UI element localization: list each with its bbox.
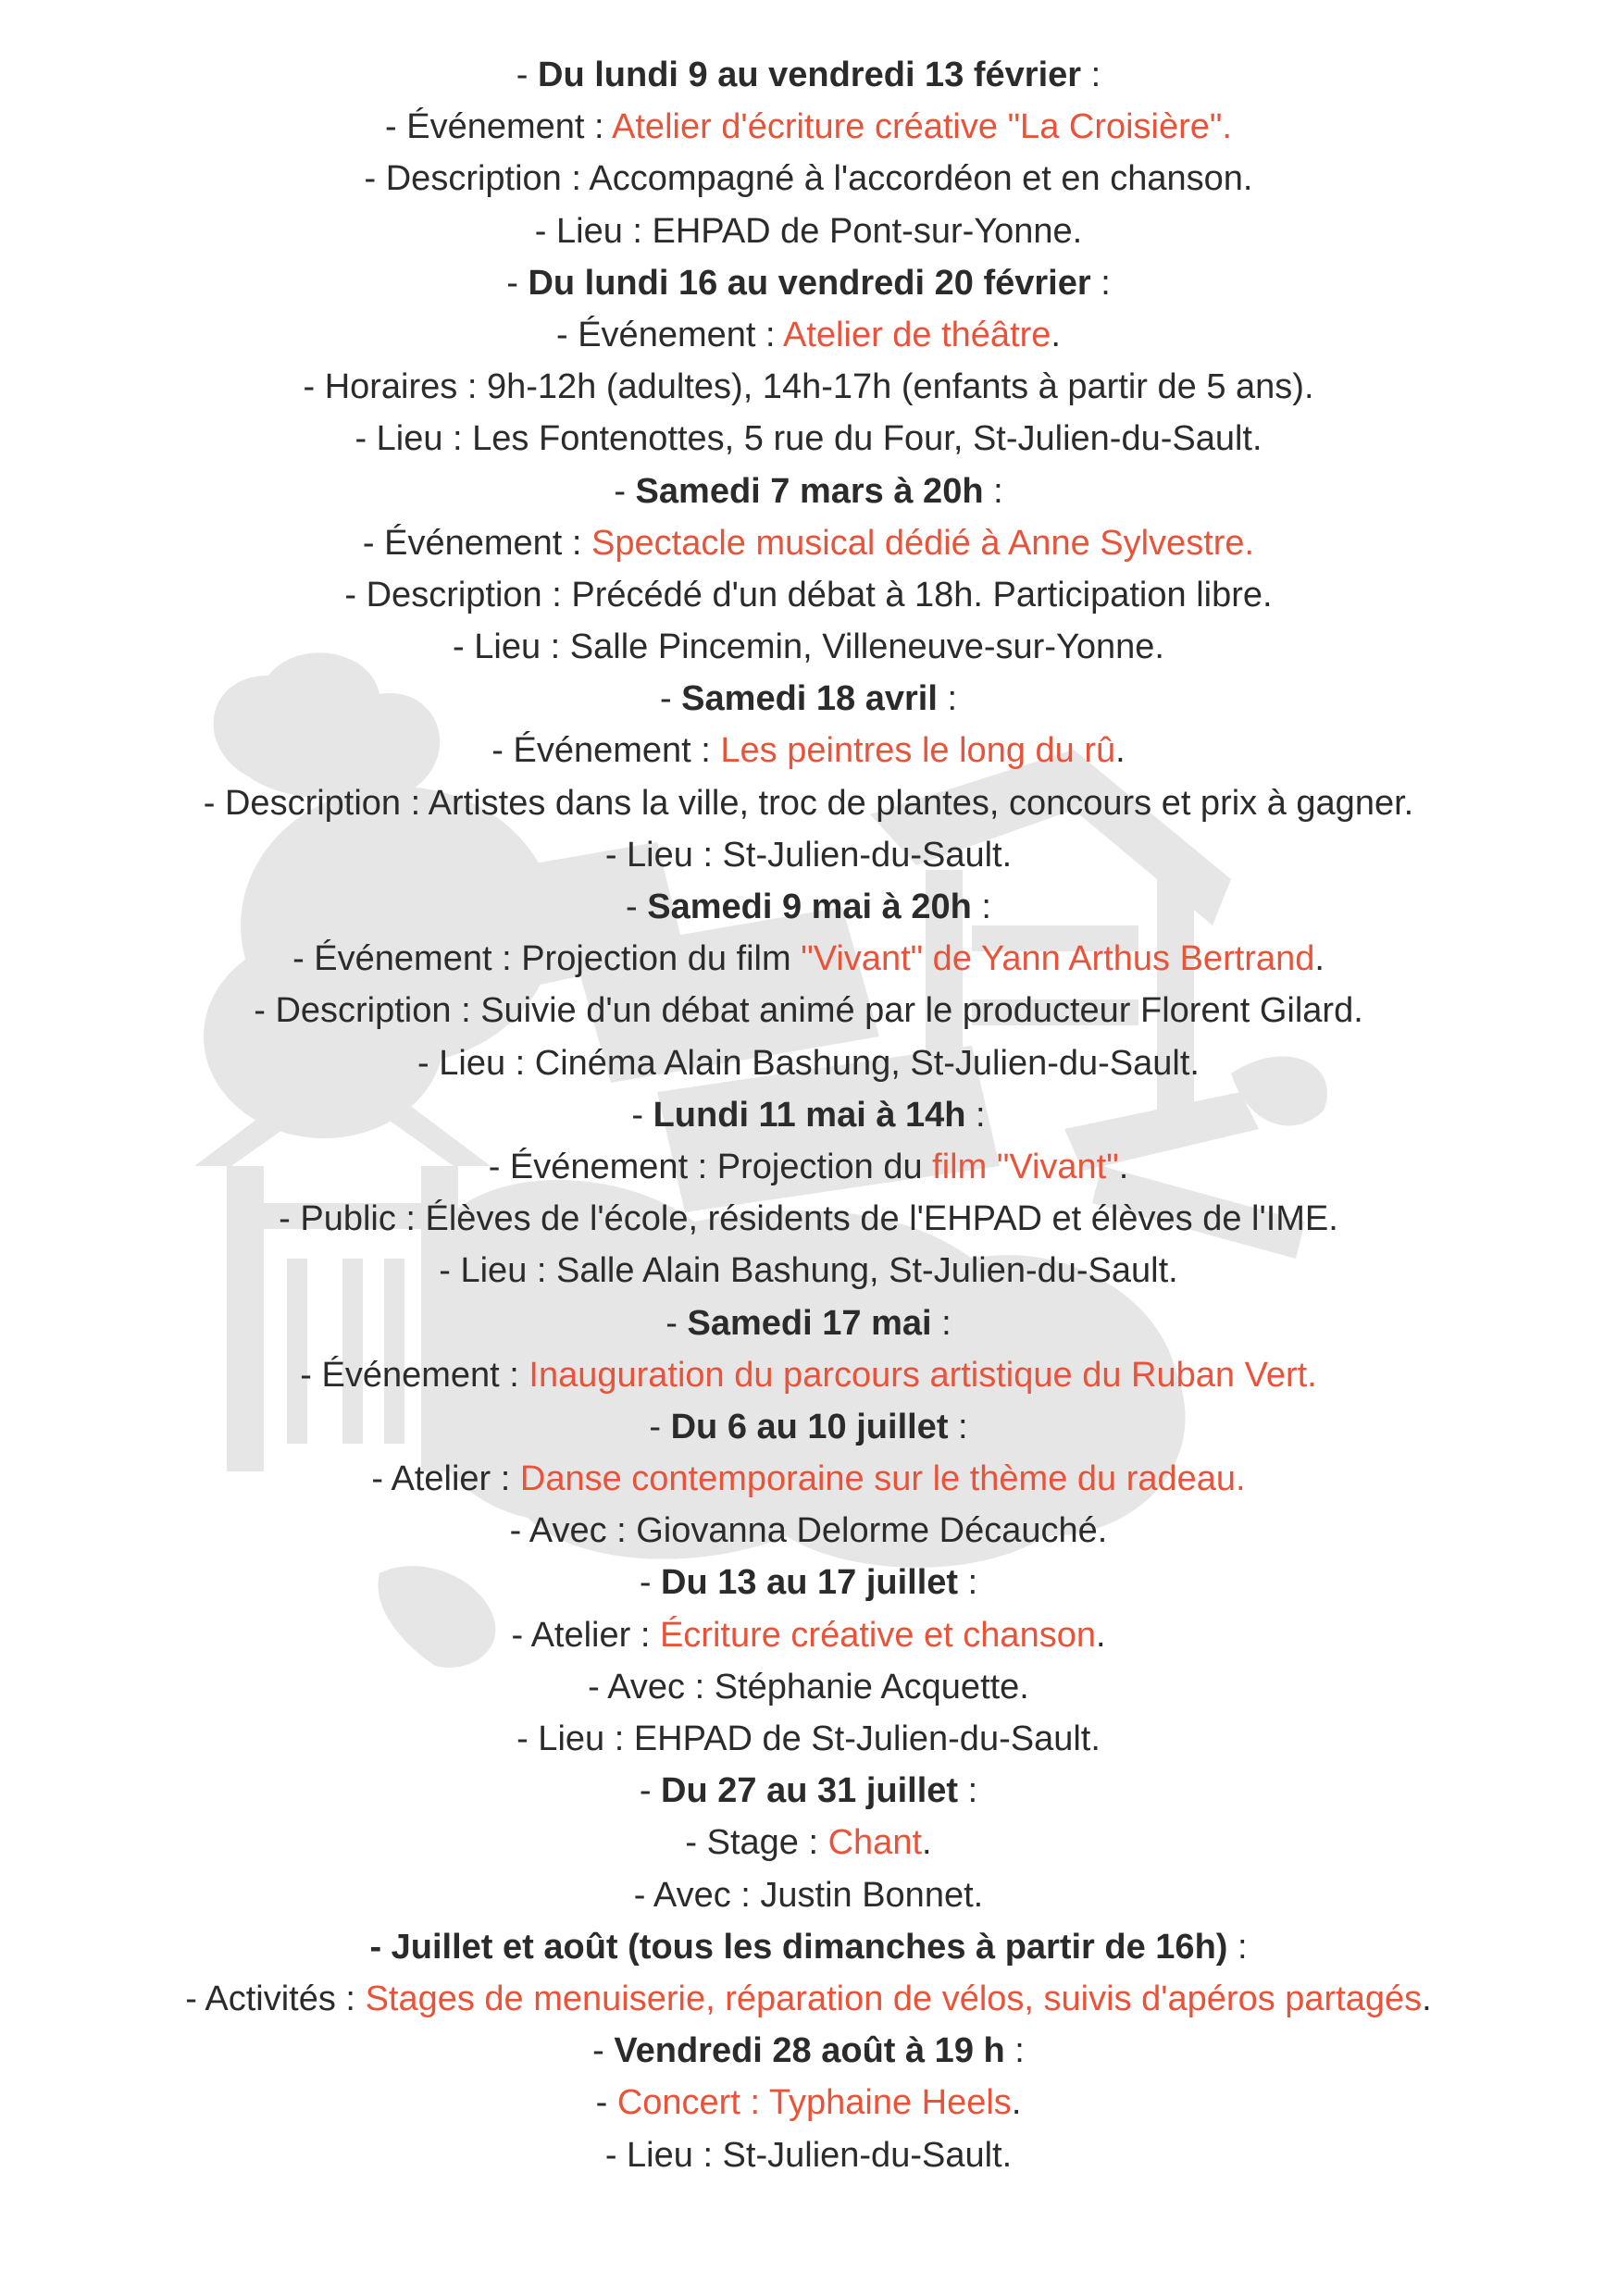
date-heading-text: Samedi 18 avril [681, 679, 938, 719]
detail-label: - Atelier : [511, 1615, 660, 1655]
event-detail-line [0, 1609, 1617, 1661]
detail-label: - Événement : [556, 315, 784, 354]
detail-line [0, 1869, 1617, 1921]
event-detail-line [0, 933, 1617, 985]
detail-text: - Description : Accompagné à l'accordéon et en chanson. [364, 159, 1253, 199]
detail-text: - Lieu : St-Julien-du-Sault. [604, 2135, 1013, 2175]
date-heading-text: Vendredi 28 août à 19 h [614, 2031, 1005, 2071]
detail-line [0, 2129, 1617, 2181]
detail-line [0, 153, 1617, 205]
date-heading-suffix: : [971, 887, 991, 926]
event-highlight: "Vivant" de Yann Arthus Bertrand [801, 939, 1315, 979]
event-highlight: Inauguration du parcours artistique du Ruban Vert. [529, 1355, 1317, 1395]
event-highlight: Atelier de théâtre [783, 315, 1051, 354]
detail-text: - Lieu : Salle Pincemin, Villeneuve-sur-Yonne. [453, 627, 1164, 667]
date-heading [0, 2025, 1617, 2077]
event-detail-line [0, 1349, 1617, 1401]
date-heading [0, 49, 1617, 101]
date-heading-lead: - [592, 2031, 615, 2071]
detail-text: - Lieu : EHPAD de St-Julien-du-Sault. [516, 1719, 1101, 1758]
date-heading-suffix: : [965, 1095, 986, 1135]
date-heading-text: Du 6 au 10 juillet [670, 1407, 949, 1446]
date-heading [0, 1765, 1617, 1817]
date-heading-suffix: : [1090, 263, 1111, 303]
detail-text: - Avec : Justin Bonnet. [633, 1875, 984, 1915]
detail-line [0, 777, 1617, 829]
detail-line [0, 1037, 1617, 1089]
detail-suffix: . [1011, 2083, 1022, 2123]
date-heading-suffix: : [1004, 2031, 1025, 2071]
detail-label: - Événement : [362, 523, 592, 563]
event-highlight: Écriture créative et chanson [659, 1615, 1096, 1655]
date-heading-suffix: : [1227, 1927, 1248, 1967]
date-heading [0, 1401, 1617, 1453]
detail-suffix: . [1051, 315, 1061, 354]
date-heading-lead: - [639, 1771, 662, 1811]
detail-suffix: . [1095, 1615, 1106, 1655]
event-highlight: Spectacle musical dédié à Anne Sylvestre. [591, 523, 1255, 563]
detail-label: - Événement : [300, 1355, 529, 1395]
date-heading [0, 257, 1617, 309]
date-heading-lead: - [659, 679, 682, 719]
date-heading-text: Du lundi 16 au vendredi 20 février [528, 263, 1091, 303]
detail-line [0, 205, 1617, 257]
detail-line [0, 361, 1617, 413]
event-detail-line [0, 2077, 1617, 2128]
event-highlight: Concert : Typhaine Heels [616, 2083, 1012, 2123]
detail-line [0, 1245, 1617, 1297]
event-highlight: film "Vivant" [932, 1147, 1119, 1186]
detail-text: - Avec : Giovanna Delorme Décauché. [509, 1511, 1108, 1551]
date-heading-text: Du lundi 9 au vendredi 13 février [538, 56, 1082, 94]
detail-label: - [595, 2083, 617, 2123]
detail-line [0, 569, 1617, 621]
event-highlight: Chant [827, 1823, 923, 1863]
date-heading-lead: - [614, 471, 636, 511]
date-heading [0, 1297, 1617, 1349]
detail-label: - Événement : [385, 107, 613, 147]
event-detail-line [0, 725, 1617, 776]
date-heading-suffix: : [931, 1303, 952, 1343]
detail-text: - Lieu : Salle Alain Bashung, St-Julien-du-Sault. [439, 1251, 1178, 1291]
detail-text: - Lieu : Les Fontenottes, 5 rue du Four, St-Julien-du-Sault. [354, 419, 1263, 459]
detail-label: - Atelier : [371, 1459, 520, 1499]
detail-label: - Événement : Projection du [488, 1147, 933, 1186]
date-heading [0, 1921, 1617, 1973]
date-heading-text: Samedi 7 mars à 20h [635, 471, 984, 511]
event-detail-line [0, 1141, 1617, 1193]
event-highlight: Danse contemporaine sur le thème du radeau. [519, 1459, 1246, 1499]
detail-line [0, 621, 1617, 673]
date-heading-lead: - [516, 56, 538, 94]
event-detail-line [0, 1817, 1617, 1868]
detail-text: - Description : Suivie d'un débat animé par le producteur Florent Gilard. [254, 991, 1363, 1031]
event-program [0, 49, 1617, 2181]
event-highlight: Les peintres le long du rû [720, 731, 1116, 771]
event-detail-line [0, 309, 1617, 361]
detail-line [0, 413, 1617, 465]
detail-text: - Description : Artistes dans la ville, troc de plantes, concours et prix à gagner. [203, 783, 1414, 823]
date-heading-text: Du 13 au 17 juillet [661, 1563, 959, 1603]
event-detail-line [0, 1973, 1617, 2025]
event-detail-line [0, 517, 1617, 569]
date-heading [0, 1089, 1617, 1141]
date-heading-lead: - [631, 1095, 653, 1135]
event-detail-line [0, 101, 1617, 153]
event-highlight: Atelier d'écriture créative "La Croisière". [612, 107, 1232, 147]
date-heading [0, 673, 1617, 725]
date-heading-lead: - [639, 1563, 662, 1603]
detail-line [0, 1193, 1617, 1245]
event-detail-line [0, 1453, 1617, 1505]
date-heading-suffix: : [948, 1407, 968, 1446]
detail-text: - Horaires : 9h-12h (adultes), 14h-17h (enfants à partir de 5 ans). [303, 367, 1314, 407]
detail-line [0, 1713, 1617, 1765]
detail-suffix: . [1422, 1979, 1432, 2018]
detail-line [0, 1661, 1617, 1713]
detail-label: - Stage : [685, 1823, 828, 1863]
detail-label: - Événement : [491, 731, 721, 771]
detail-suffix: . [1314, 939, 1325, 979]
event-highlight: Stages de menuiserie, réparation de vélos, suivis d'apéros partagés [365, 1979, 1423, 2018]
detail-line [0, 829, 1617, 881]
date-heading [0, 881, 1617, 933]
date-heading [0, 465, 1617, 517]
date-heading-lead: - [506, 263, 529, 303]
detail-label: - Activités : [185, 1979, 366, 2018]
date-heading-lead: - [649, 1407, 671, 1446]
date-heading-text: Lundi 11 mai à 14h [653, 1095, 966, 1135]
detail-text: - Public : Élèves de l'école, résidents de l'EHPAD et élèves de l'IME. [279, 1199, 1338, 1239]
date-heading-suffix: : [958, 1771, 978, 1811]
detail-suffix: . [1115, 731, 1126, 771]
date-heading-suffix: : [937, 679, 958, 719]
date-heading-text: Du 27 au 31 juillet [661, 1771, 959, 1811]
detail-text: - Description : Précédé d'un débat à 18h. Participation libre. [344, 575, 1273, 614]
detail-line [0, 1505, 1617, 1557]
date-heading [0, 1557, 1617, 1608]
date-heading-suffix: : [983, 471, 1003, 511]
detail-label: - Événement : Projection du film [292, 939, 802, 979]
detail-text: - Lieu : St-Julien-du-Sault. [604, 835, 1013, 875]
detail-text: - Lieu : Cinéma Alain Bashung, St-Julien-du-Sault. [417, 1043, 1200, 1083]
detail-suffix: . [922, 1823, 932, 1863]
date-heading-text: - Juillet et août (tous les dimanches à partir de 16h) [369, 1927, 1228, 1967]
date-heading-suffix: : [958, 1563, 978, 1603]
date-heading-lead: - [626, 887, 648, 926]
date-heading-text: Samedi 17 mai [687, 1303, 932, 1343]
date-heading-text: Samedi 9 mai à 20h [647, 887, 972, 926]
date-heading-lead: - [665, 1303, 688, 1343]
detail-suffix: . [1118, 1147, 1129, 1186]
detail-text: - Lieu : EHPAD de Pont-sur-Yonne. [534, 211, 1083, 251]
detail-line [0, 985, 1617, 1036]
detail-text: - Avec : Stéphanie Acquette. [588, 1667, 1029, 1706]
date-heading-suffix: : [1081, 56, 1101, 94]
